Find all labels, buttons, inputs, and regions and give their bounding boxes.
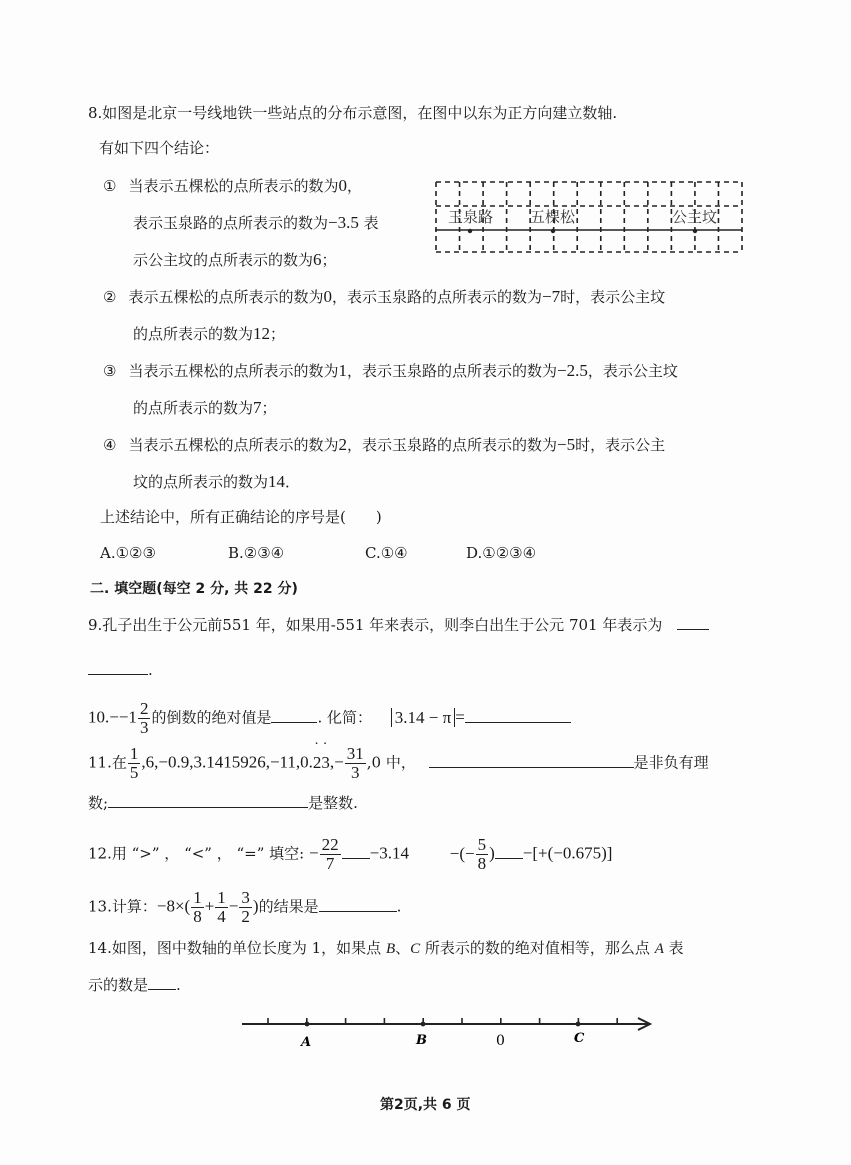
q14-stem: 所表示的数的绝对值相等，那么点: [420, 939, 655, 957]
text: ．: [285, 473, 301, 491]
fraction-two-thirds: [138, 700, 151, 737]
q8-conclusion-3-line1: [103, 361, 678, 381]
q12-answer-blank-2[interactable]: [495, 844, 523, 859]
denominator: 8: [193, 907, 202, 926]
text: 时，表示公主: [575, 436, 666, 454]
q9-text: [88, 615, 709, 635]
q8-option-d[interactable]: D.①②③④: [466, 544, 537, 562]
value: 6: [313, 250, 322, 269]
text: 时，表示公主坟: [560, 288, 666, 306]
numerator: 1: [217, 888, 226, 907]
q11-suffix: 是非负有理: [633, 753, 709, 772]
text: 的点所表示的数为: [133, 399, 254, 417]
station-label-wukesong: 五棵松: [530, 208, 576, 226]
q14-answer-blank[interactable]: [148, 975, 176, 990]
q12-stem: 12.用 “>” ， “<” ， “=” 填空:: [88, 844, 305, 863]
text: ；: [270, 325, 286, 343]
station-label-yuquanlu: 玉泉路: [448, 208, 494, 226]
q11-suffix: 是整数.: [308, 794, 358, 812]
label-a: A: [301, 1035, 312, 1050]
circled-1-marker: ①: [103, 177, 117, 195]
fraction-one-quarter: [215, 889, 228, 926]
value: 1: [338, 361, 347, 380]
comparison-value: −[+(−0.675)]: [522, 843, 613, 863]
section-title: 二. 填空题(每空 2 分, 共 22 分): [90, 581, 298, 597]
text: ；: [321, 251, 337, 269]
q8-option-a[interactable]: A.①②③: [100, 544, 156, 562]
q10-answer-blank-2[interactable]: [465, 708, 571, 723]
q9-answer-blank-part1[interactable]: [677, 615, 709, 630]
q8-conclusion-4-line2: [133, 472, 300, 492]
text: ；: [261, 399, 277, 417]
repeating-digit: ˙ 2: [313, 753, 322, 772]
period: .: [396, 897, 402, 916]
q8-conclusion-2-line2: [133, 324, 285, 344]
minus-sign: −: [228, 896, 239, 916]
q13-suffix: 的结果是: [258, 897, 319, 916]
expression: −8×(: [156, 896, 191, 916]
point-c-ref: C: [410, 941, 421, 957]
text: ，: [346, 177, 362, 195]
text: ，表示玉泉路的点所表示的数为: [346, 436, 557, 454]
numerator: 31: [346, 744, 364, 763]
separator: 、: [395, 939, 411, 957]
point-b-ref: B: [385, 941, 396, 957]
value: 0: [338, 176, 347, 195]
q14-stem: 14.如图，图中数轴的单位长度为 1，如果点: [88, 939, 386, 957]
q8-conclusion-2-line1: [103, 287, 665, 307]
q8-stem: 8.如图是北京一号线地铁一些站点的分布示意图，在图中以东为正方向建立数轴.: [88, 104, 618, 122]
q9-stem: 9.孔子出生于公元前551 年，如果用-551 年来表示，则李白出生于公元 701 年表示为: [88, 616, 663, 634]
value: 0: [323, 287, 332, 306]
denominator: 2: [241, 907, 250, 926]
q11-answer-blank-nonnegative-rational[interactable]: [429, 753, 634, 768]
q14-stem: 示的数是: [88, 976, 149, 994]
text: 的点所表示的数为: [133, 325, 254, 343]
q14-line1: [88, 938, 684, 959]
numerator: 2: [139, 699, 149, 718]
q13-text: [88, 889, 401, 926]
q8-conclusion-1-line2: [133, 213, 379, 233]
value: −3.5: [328, 213, 359, 232]
point-a-ref: A: [654, 941, 664, 957]
numerator: 22: [321, 835, 339, 854]
period: .: [176, 976, 181, 994]
q12-answer-blank-1[interactable]: [342, 844, 370, 859]
denominator: 3: [351, 763, 360, 782]
station-label-gongzhufen: 公主坟: [672, 208, 718, 226]
number-list: ,6,−0.9,3.1415926,−11,0.: [141, 752, 313, 772]
circled-4-marker: ④: [103, 436, 117, 454]
label-b: B: [416, 1033, 427, 1048]
number-list: ,−: [329, 752, 344, 772]
q8-option-b[interactable]: B.②③④: [228, 544, 285, 562]
expression: 3.14 − π: [394, 707, 452, 727]
equals-sign: =: [455, 707, 465, 727]
q11-line2: [88, 793, 358, 813]
point-b: [421, 1022, 426, 1027]
label-c: C: [574, 1031, 585, 1046]
value: 14: [268, 472, 286, 491]
point-a: [305, 1022, 310, 1027]
q8-conclusion-3-line2: [133, 398, 277, 418]
q10-sign: −−1: [109, 707, 137, 727]
numerator: 1: [193, 888, 202, 907]
expression: ): [252, 896, 259, 916]
q8-intro: 有如下四个结论：: [99, 139, 220, 157]
numerator: 3: [241, 888, 250, 907]
q14-stem: 表: [663, 939, 684, 957]
value: 12: [253, 324, 271, 343]
denominator: 4: [217, 907, 226, 926]
fraction-thirty-one-thirds: [345, 745, 366, 782]
subway-map-diagram: [430, 176, 750, 260]
q9-line2: [88, 660, 153, 680]
value: −5: [556, 435, 576, 454]
value: −7: [541, 287, 561, 306]
text: 示公主坟的点所表示的数为: [133, 251, 314, 269]
q8-question: 上述结论中，所有正确结论的序号是( ): [100, 508, 382, 526]
repeating-digit: ˙ 3: [321, 753, 330, 772]
q10-number: 10.: [88, 707, 110, 727]
station-point-yuquanlu: [468, 229, 472, 233]
fraction-five-eighths: [476, 836, 489, 873]
text: 当表示五棵松的点所表示的数为: [128, 177, 339, 195]
q13-stem: 13.计算：: [88, 897, 157, 916]
q8-conclusion-1-line1: [103, 176, 362, 196]
period: .: [148, 661, 153, 679]
fraction-three-halves: [239, 889, 252, 926]
fraction-22-7: [320, 836, 341, 873]
plus-sign: +: [204, 896, 215, 916]
page-footer: 第2页,共 6 页: [380, 1097, 471, 1113]
expression: ): [489, 843, 495, 863]
point-c: [576, 1022, 581, 1027]
value: 2: [338, 435, 347, 454]
q8-conclusion-1-line3: [133, 250, 337, 270]
text: 表示五棵松的点所表示的数为: [128, 288, 324, 306]
text: 表: [358, 214, 379, 232]
fraction-one-eighth: [191, 889, 204, 926]
denominator: 7: [325, 854, 335, 873]
q11-line2-prefix: 数;: [88, 794, 109, 812]
text: ，表示玉泉路的点所表示的数为: [331, 288, 542, 306]
q8-option-c[interactable]: C.①④: [365, 544, 408, 562]
value: −2.5: [556, 361, 588, 380]
comparison-value: −3.14: [369, 843, 409, 863]
number-list: ,0 中，: [366, 753, 416, 772]
minus-sign: −: [309, 843, 319, 863]
q9-answer-blank-part2[interactable]: [88, 660, 148, 675]
value: 7: [253, 398, 262, 417]
q11-answer-blank-integers[interactable]: [108, 793, 308, 808]
numerator: 5: [477, 835, 487, 854]
q11-line1: [88, 745, 709, 782]
numerator: 1: [129, 744, 139, 763]
text: 坟的点所表示的数为: [133, 473, 269, 491]
text: ，表示公主坟: [587, 362, 678, 380]
circled-2-marker: ②: [103, 288, 117, 306]
q8-conclusion-4-line1: [103, 435, 665, 455]
circled-3-marker: ③: [103, 362, 117, 380]
absolute-value-expression: [391, 708, 455, 727]
fraction-one-fifth: [128, 745, 141, 782]
q12-text: [88, 836, 612, 873]
denominator: 3: [139, 718, 149, 737]
expression: −(−: [449, 843, 475, 863]
station-point-gongzhufen: [693, 229, 697, 233]
station-point-wukesong: [551, 229, 555, 233]
denominator: 8: [477, 854, 487, 873]
number-line-diagram: [230, 1010, 670, 1050]
text: 当表示五棵松的点所表示的数为: [128, 436, 339, 454]
denominator: 5: [129, 763, 139, 782]
q11-prefix: 11.在: [88, 753, 127, 772]
label-zero: 0: [496, 1033, 505, 1049]
q10-simplify-label: . 化简：: [317, 708, 372, 727]
q10-text: [88, 700, 571, 737]
text: 当表示五棵松的点所表示的数为: [128, 362, 339, 380]
text: 表示玉泉路的点所表示的数为: [133, 214, 329, 232]
q10-stem: 的倒数的绝对值是: [151, 708, 272, 727]
q10-answer-blank-1[interactable]: [271, 708, 317, 723]
q13-answer-blank[interactable]: [319, 897, 397, 912]
text: ，表示玉泉路的点所表示的数为: [346, 362, 557, 380]
q14-line2: [88, 975, 181, 995]
